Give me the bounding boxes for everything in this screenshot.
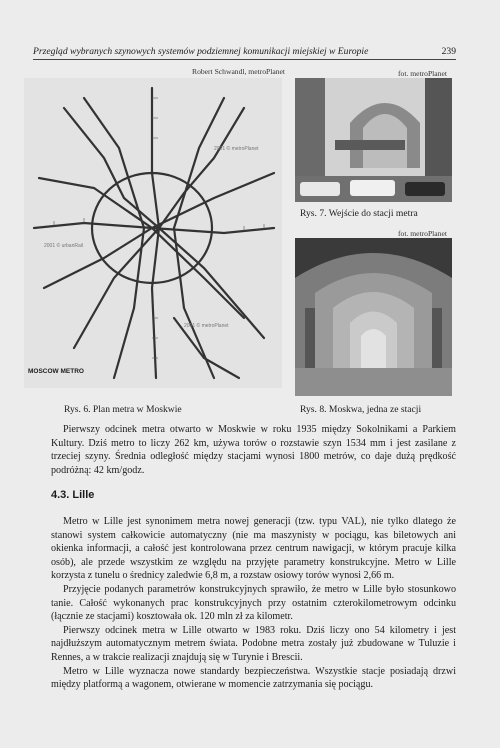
interior-photo-graphic — [295, 238, 452, 396]
map-title: MOSCOW METRO — [28, 368, 84, 375]
map-watermark-3: 2001 © metroPlanet — [184, 323, 229, 329]
paragraph-lille-1: Metro w Lille jest synonimem metra nowej generacji (tzw. typu VAL), nie tylko dlatego że stanowi system całkowicie automatyczny (nie ma maszynisty w pociągu, kas biletowych ani okienka informacji, a całość jest kontrolowana przez centrum nawigacji, w którym pracuje kilka osób), ale przede wszystkim ze względu na przyjęte parametry konstrukcyjne. Metro w Lille korzysta z tunelu o średnicy zaledwie 6,8 m, a rozstaw osiowy torów wynosi 2,66 m. — [51, 516, 456, 582]
fig7-caption: Rys. 7. Wejście do stacji metra — [300, 208, 418, 219]
metro-map-graphic — [24, 78, 282, 388]
fig7-credit: fot. metroPlanet — [398, 69, 447, 78]
station-entrance-photo — [295, 78, 452, 202]
entrance-photo-graphic — [295, 78, 452, 202]
fig6-caption: Rys. 6. Plan metra w Moskwie — [64, 404, 182, 415]
header-title: Przegląd wybranych szynowych systemów podziemnej komunikacji miejskiej w Europie — [33, 46, 369, 57]
fig8-credit: fot. metroPlanet — [398, 229, 447, 238]
paragraphs-lille — [51, 515, 456, 692]
map-watermark-2: 2001 © urbanRail — [44, 243, 83, 249]
paragraph-lille-3: Pierwszy odcinek metra w Lille otwarto w 1983 roku. Dziś liczy ono 54 kilometry i jest najdłuższym automatycznym metrem świata. Podobne metra zostały już zbudowane w Tuluzie i Rennes, a w trakcie realizacji znajdują się w Turynie i Brescii. — [51, 624, 456, 663]
metro-line-6 — [174, 98, 224, 378]
paragraph-text: Pierwszy odcinek metra otwarto w Moskwie w roku 1935 między Sokolnikami a Parkiem Kultury. Dziś metro to liczy 262 km, używa torów o rozstawie szyn 1534 mm i jest zasilane z trzeciej szyny. Średnia odległość między stacjami wynosi 1800 metrów, co daje dużą prędkość podróżną: 42 km/godz. — [51, 424, 456, 476]
fig8-caption: Rys. 8. Moskwa, jedna ze stacji — [300, 404, 422, 415]
paragraph-lille-2: Przyjęcie podanych parametrów konstrukcyjnych sprawiło, że metro w Lille było stosunkowo tanie. Całość wykonanych prac konstrukcyjnych przy ostatnim czterokilometrowym odcinku (łącznie ze stacjami) kosztowała ok. 120 mln zł za kilometr. — [51, 583, 456, 623]
fig6-credit: Robert Schwandl, metroPlanet — [192, 67, 286, 76]
paragraph-lille-4: Metro w Lille wyznacza nowe standardy bezpieczeństwa. Wszystkie stacje posiadają drzwi między platformą a wagonem, otwierane w momencie zatrzymania się pociągu. — [51, 665, 456, 691]
moscow-metro-map — [24, 78, 282, 388]
station-interior-photo — [295, 238, 452, 396]
running-header — [33, 46, 456, 60]
paragraph-moscow — [51, 423, 456, 477]
map-watermark-1: 2001 © metroPlanet — [214, 146, 259, 152]
section-heading: 4.3. Lille — [51, 489, 95, 501]
page-number: 239 — [441, 46, 456, 57]
